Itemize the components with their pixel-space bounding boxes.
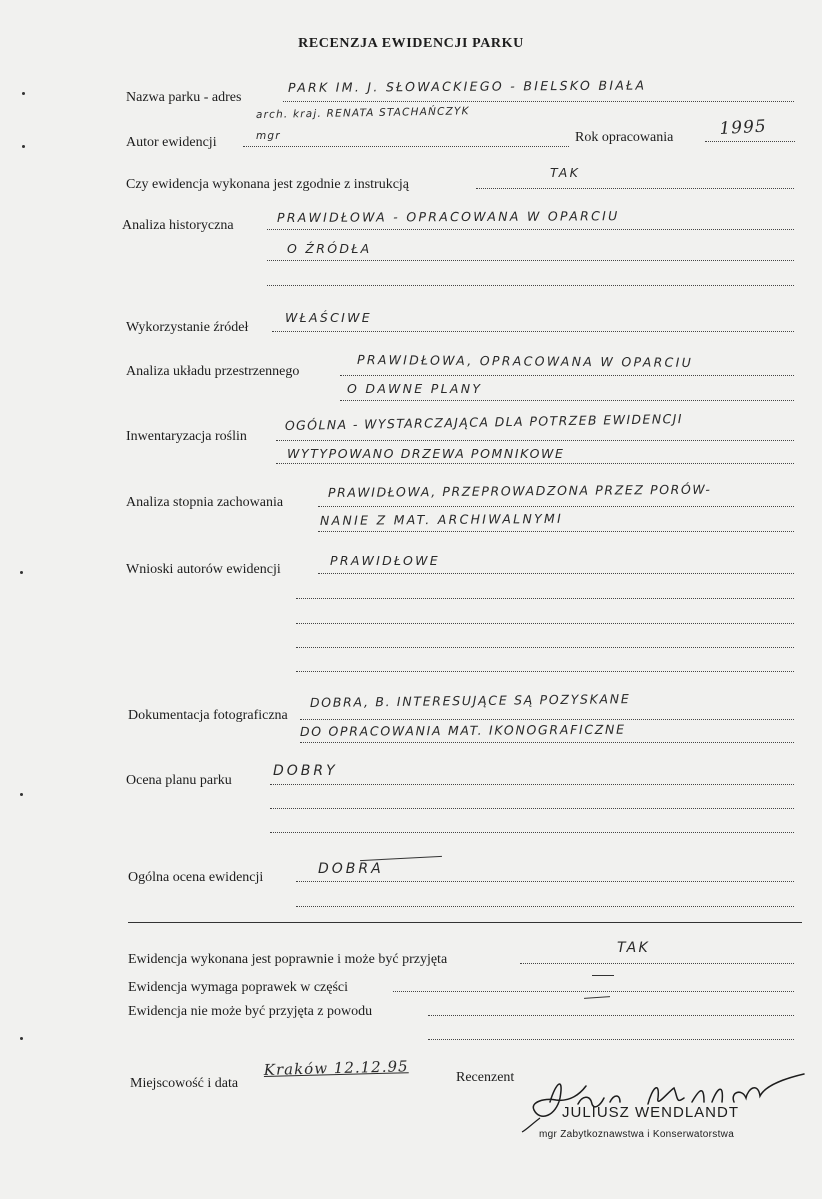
plants-line-1	[276, 440, 794, 441]
conclusions-value: PRAWIDŁOWE	[330, 553, 440, 568]
sources-value: WŁAŚCIWE	[285, 310, 372, 325]
place-date-value: Kraków 12.12.95	[263, 1057, 409, 1079]
preservation-label: Analiza stopnia zachowania	[126, 495, 284, 510]
year-value: 1995	[718, 116, 768, 139]
conclusions-label: Wnioski autorów ewidencji	[126, 562, 281, 577]
margin-dot	[20, 571, 23, 574]
page-title: RECENZJA EWIDENCJI PARKU	[298, 36, 524, 51]
conclusions-line-2	[296, 598, 794, 599]
reviewer-signature	[520, 1058, 810, 1134]
conclusions-line-3	[296, 623, 794, 624]
instruction-line	[476, 188, 794, 189]
overall-line-2	[296, 906, 794, 907]
place-date-label: Miejscowość i data	[130, 1076, 239, 1091]
spatial-value-2: O DAWNE PLANY	[347, 381, 483, 396]
plan-line-3	[270, 832, 794, 833]
corrections-line	[393, 991, 794, 992]
park-name-value: PARK IM. J. SŁOWACKIEGO - BIELSKO BIAŁA	[287, 77, 647, 95]
overall-underline-stroke	[360, 856, 442, 861]
author-value-above: arch. kraj. RENATA STACHAŃCZYK	[255, 105, 470, 121]
rejected-line-2	[428, 1039, 794, 1040]
accepted-line	[520, 963, 794, 964]
author-label: Autor ewidencji	[126, 135, 217, 150]
plan-value: DOBRY	[273, 763, 338, 779]
preservation-value-2: NANIE Z MAT. ARCHIWALNYMI	[319, 510, 564, 528]
section-divider	[128, 922, 802, 923]
plan-line-1	[270, 784, 794, 785]
rejected-line-1	[428, 1015, 794, 1016]
historical-label: Analiza historyczna	[122, 218, 234, 233]
year-label: Rok opracowania	[575, 130, 674, 145]
historical-value-2: O ŹRÓDŁA	[287, 241, 372, 256]
corrections-dash	[592, 975, 614, 976]
margin-dot	[20, 793, 23, 796]
plants-value-2: WYTYPOWANO DRZEWA POMNIKOWE	[287, 446, 565, 461]
historical-value-1: PRAWIDŁOWA - OPRACOWANA W OPARCIU	[276, 208, 620, 225]
historical-line-2	[267, 260, 794, 261]
photo-line-2	[300, 742, 794, 743]
rejected-label: Ewidencja nie może być przyjęta z powodu	[128, 1004, 373, 1019]
overall-line-1	[296, 881, 794, 882]
sources-line	[272, 331, 794, 332]
margin-dot	[20, 1037, 23, 1040]
historical-line-1	[267, 229, 794, 230]
conclusions-line-5	[296, 671, 794, 672]
overall-value: DOBRA	[318, 861, 384, 877]
rejected-dash	[584, 996, 610, 999]
reviewer-label: Recenzent	[456, 1070, 515, 1085]
photo-value-1: DOBRA, B. INTERESUJĄCE SĄ POZYSKANE	[309, 691, 631, 710]
accepted-value: TAK	[617, 940, 650, 956]
sources-label: Wykorzystanie źródeł	[126, 320, 249, 335]
corrections-label: Ewidencja wymaga poprawek w części	[128, 980, 349, 995]
historical-line-3	[267, 285, 794, 286]
plants-label: Inwentaryzacja roślin	[126, 429, 247, 444]
margin-dot	[22, 145, 25, 148]
author-value-line: mgr	[256, 130, 281, 142]
spatial-value-1: PRAWIDŁOWA, OPRACOWANA W OPARCIU	[357, 352, 694, 370]
park-name-line	[283, 101, 794, 102]
preservation-value-1: PRAWIDŁOWA, PRZEPROWADZONA PRZEZ PORÓW-	[327, 481, 712, 500]
conclusions-line-1	[318, 573, 794, 574]
stamp-title: mgr Zabytkoznawstwa i Konserwatorstwa	[539, 1129, 735, 1140]
plants-value-1: OGÓLNA - WYSTARCZAJĄCA DLA POTRZEB EWIDENCJI	[284, 411, 683, 433]
conclusions-line-4	[296, 647, 794, 648]
photo-line-1	[300, 719, 794, 720]
instruction-value: TAK	[550, 165, 581, 180]
plan-line-2	[270, 808, 794, 809]
accepted-label: Ewidencja wykonana jest poprawnie i może być przyjęta	[128, 952, 448, 967]
author-line	[243, 146, 569, 147]
margin-dot	[22, 92, 25, 95]
spatial-line-2	[340, 400, 794, 401]
year-line	[705, 141, 795, 142]
photo-value-2: DO OPRACOWANIA MAT. IKONOGRAFICZNE	[299, 721, 626, 739]
photo-label: Dokumentacja fotograficzna	[128, 708, 288, 723]
preservation-line-1	[318, 506, 794, 507]
plants-line-2	[276, 463, 794, 464]
overall-label: Ogólna ocena ewidencji	[128, 870, 264, 885]
instruction-label: Czy ewidencja wykonana jest zgodnie z instrukcją	[126, 177, 410, 192]
preservation-line-2	[318, 531, 794, 532]
spatial-label: Analiza układu przestrzennego	[126, 364, 300, 379]
stamp-name: JULIUSZ WENDLANDT	[562, 1104, 740, 1121]
spatial-line-1	[340, 375, 794, 376]
plan-label: Ocena planu parku	[126, 773, 232, 788]
park-name-label: Nazwa parku - adres	[126, 90, 242, 105]
